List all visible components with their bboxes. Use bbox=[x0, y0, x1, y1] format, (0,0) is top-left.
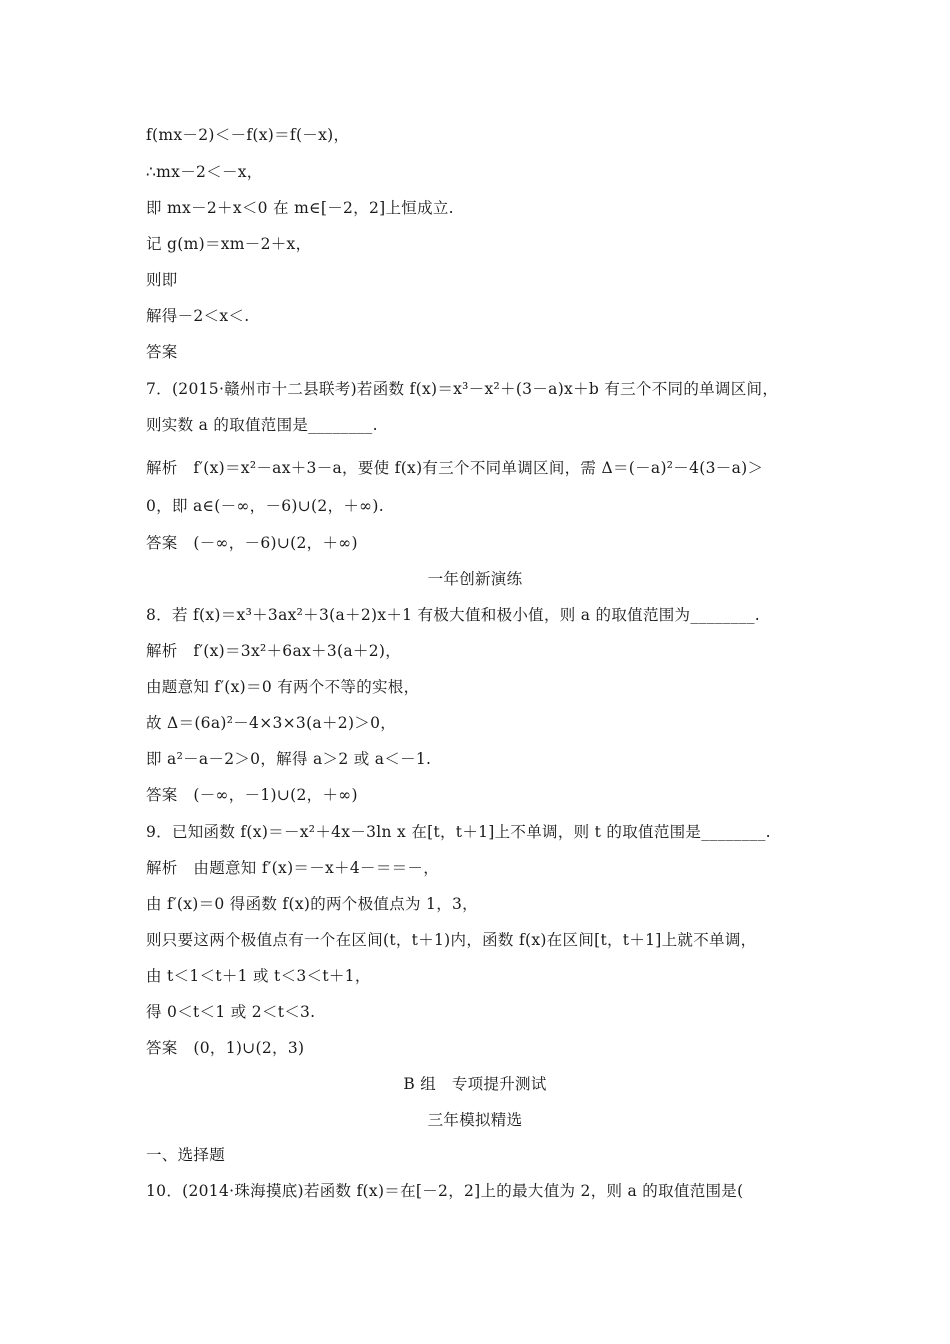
text-line: f(mx－2)＜－f(x)＝f(－x)， bbox=[146, 126, 350, 144]
text-line: 由 t＜1＜t＋1 或 t＜3＜t＋1， bbox=[146, 967, 371, 985]
text-line: 解得－2＜x＜. bbox=[146, 307, 250, 325]
text-line: 解析 f′(x)＝x²－ax＋3－a，要使 f(x)有三个不同单调区间，需 Δ＝(－a)²－4(3－a)＞ bbox=[146, 459, 764, 477]
text-line: 则实数 a 的取值范围是________. bbox=[146, 416, 378, 434]
question-9: 9．已知函数 f(x)＝－x²＋4x－3ln x 在[t，t＋1]上不单调，则 t 的取值范围是________. bbox=[146, 823, 771, 841]
section-heading: 三年模拟精选 bbox=[427, 1111, 523, 1129]
text-line: 即 mx－2＋x＜0 在 m∈[－2，2]上恒成立. bbox=[146, 199, 454, 217]
section-heading: 一年创新演练 bbox=[427, 570, 523, 588]
answer-8: 答案 (－∞，－1)∪(2，＋∞) bbox=[146, 786, 358, 804]
text-line: 答案 bbox=[146, 343, 178, 361]
text-line: 得 0＜t＜1 或 2＜t＜3. bbox=[146, 1003, 316, 1021]
text-line: 由题意知 f′(x)＝0 有两个不等的实根， bbox=[146, 678, 420, 696]
text-line: 由 f′(x)＝0 得函数 f(x)的两个极值点为 1，3， bbox=[146, 895, 478, 913]
section-heading: B 组 专项提升测试 bbox=[403, 1075, 547, 1093]
answer-7: 答案 (－∞，－6)∪(2，＋∞) bbox=[146, 534, 358, 552]
subsection-title: 一、选择题 bbox=[146, 1146, 226, 1164]
text-line: 则即 bbox=[146, 271, 178, 289]
text-line: 即 a²－a－2＞0，解得 a＞2 或 a＜－1. bbox=[146, 750, 432, 768]
text-line: 则只要这两个极值点有一个在区间(t，t＋1)内，函数 f(x)在区间[t，t＋1]上就不单调， bbox=[146, 931, 757, 949]
text-line: 0，即 a∈(－∞，－6)∪(2，＋∞). bbox=[146, 497, 384, 515]
answer-9: 答案 (0，1)∪(2，3) bbox=[146, 1039, 305, 1057]
question-10: 10．(2014·珠海摸底)若函数 f(x)＝在[－2，2]上的最大值为 2，则 a 的取值范围是( bbox=[146, 1182, 744, 1200]
text-line: 故 Δ＝(6a)²－4×3×3(a＋2)＞0， bbox=[146, 714, 397, 732]
text-line: ∴mx－2＜－x， bbox=[146, 163, 263, 181]
question-7: 7．(2015·赣州市十二县联考)若函数 f(x)＝x³－x²＋(3－a)x＋b 有三个不同的单调区间， bbox=[146, 380, 779, 398]
text-line: 解析 f′(x)＝3x²＋6ax＋3(a＋2)， bbox=[146, 642, 402, 660]
text-line: 解析 由题意知 f′(x)＝－x＋4－＝＝－， bbox=[146, 859, 440, 877]
question-8: 8．若 f(x)＝x³＋3ax²＋3(a＋2)x＋1 有极大值和极小值，则 a 的取值范围为________. bbox=[146, 606, 760, 624]
text-line: 记 g(m)＝xm－2＋x， bbox=[146, 235, 312, 253]
